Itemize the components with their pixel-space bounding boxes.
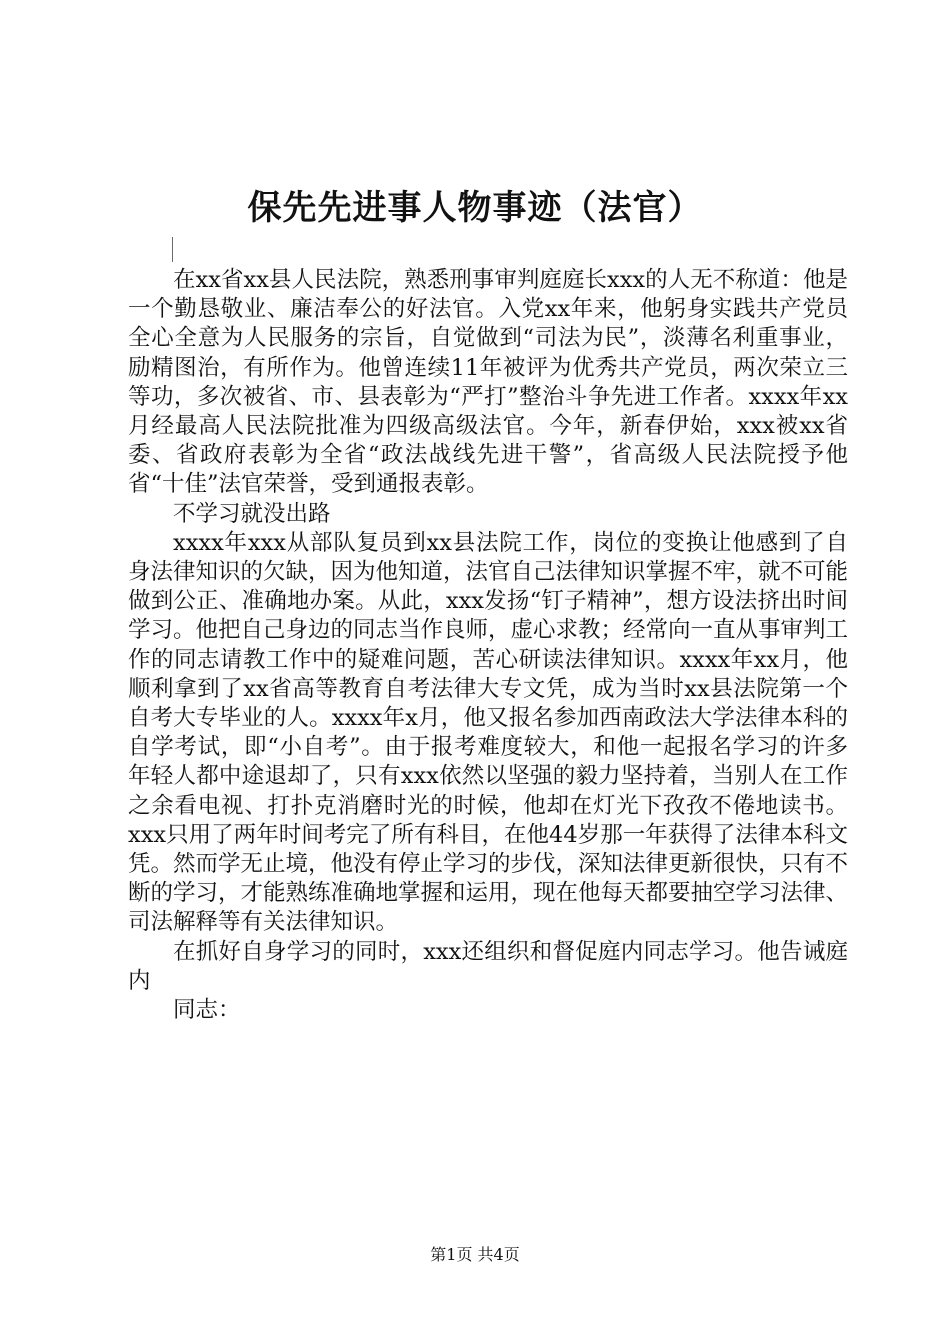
document-title: 保先先进事人物事迹（法官） — [247, 188, 703, 228]
paragraph-study: xxxx年xxx从部队复员到xx县法院工作，岗位的变换让他感到了自身法律知识的欠缺，因为他知道，法官自己法律知识掌握不牢，就不可能做到公正、准确地办案。从此，xxx发扬“钉子精神”，想方设法挤出时间学习。他把自己身边的同志当作良师，虚心求教；经常向一直从事审判工作的同志请教工作中的疑难问题，苦心研读法律知识。xxxx年xx月，他顺利拿到了xx省高等教育自考法律大专文凭，成为当时xx县法院第一个自考大专毕业的人。xxxx年x月，他又报名参加西南政法大学法律本科的自学考试，即“小自考”。由于报考难度较大，和他一起报名学习的许多年轻人都中途退却了，只有xxx依然以坚强的毅力坚持着，当别人在工作之余看电视、打扑克消磨时光的时候，他却在灯光下孜孜不倦地读书。xxx只用了两年时间考完了所有科目，在他44岁那一年获得了法律本科文凭。然而学无止境，他没有停止学习的步伐，深知法律更新很快，只有不断的学习，才能熟练准确地掌握和运用，现在他每天都要抽空学习法律、司法解释等有关法律知识。 — [128, 529, 849, 936]
page-footer: 第1页 共4页 — [430, 1245, 520, 1264]
text-cursor — [172, 237, 173, 262]
section-heading: 不学习就没出路 — [173, 500, 331, 527]
paragraph-team-study: 在抓好自身学习的同时，xxx还组织和督促庭内同志学习。他告诫庭内 — [128, 938, 848, 994]
paragraph-intro: 在xx省xx县人民法院，熟悉刑事审判庭庭长xxx的人无不称道：他是一个勤恳敬业、廉洁奉公的好法官。入党xx年来，他躬身实践共产党员全心全意为人民服务的宗旨，自觉做到“司法为民”，淡薄名利重事业，励精图治，有所作为。他曾连续11年被评为优秀共产党员，两次荣立三等功，多次被省、市、县表彰为“严打”整治斗争先进工作者。xxxx年xx月经最高人民法院批准为四级高级法官。今年，新春伊始，xxx被xx省委、省政府表彰为全省“政法战线先进干警”，省高级人民法院授予他省“十佳”法官荣誉，受到通报表彰。 — [128, 267, 848, 498]
paragraph-comrades: 同志： — [173, 997, 241, 1024]
document-body — [128, 266, 848, 1025]
